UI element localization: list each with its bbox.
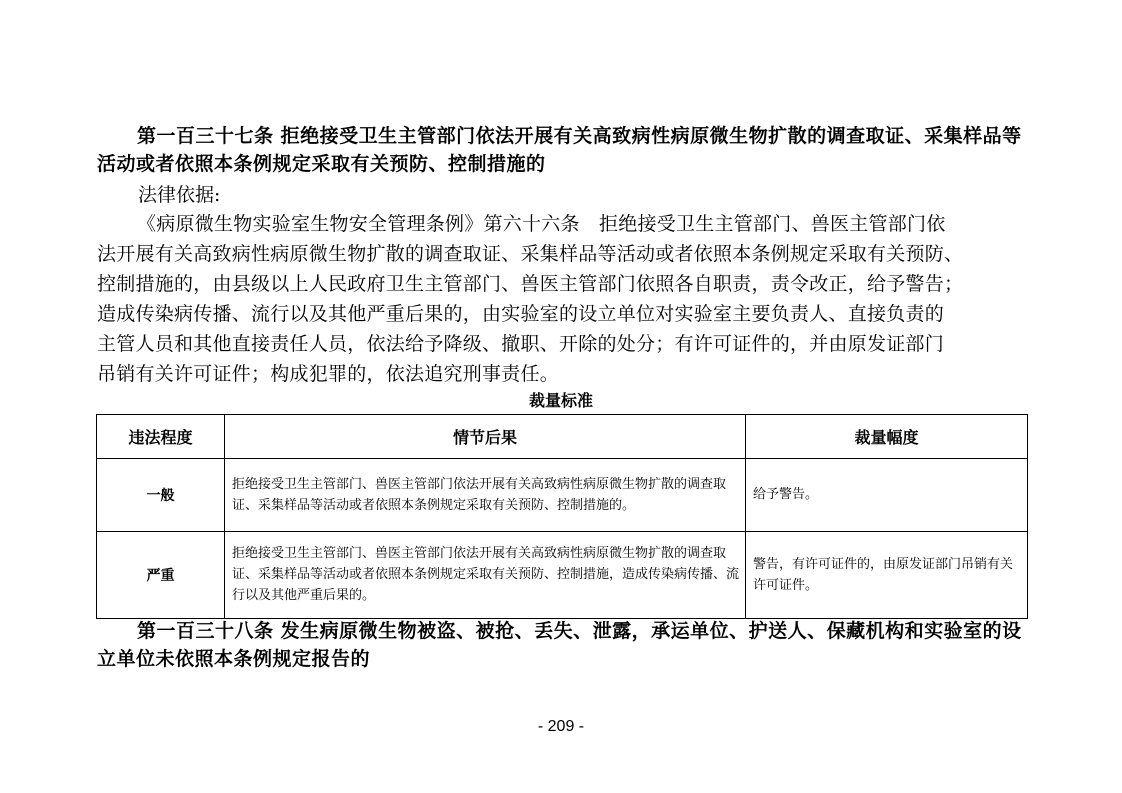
clause-line: 法开展有关高致病性病原微生物扩散的调查取证、采集样品等活动或者依照本条例规定采取有关预防、 [97, 243, 964, 265]
legal-basis-label: 法律依据: [138, 184, 221, 206]
violation-level: 一般 [97, 459, 225, 532]
article-138-heading: 第一百三十八条 发生病原微生物被盗、被抢、丢失、泄露，承运单位、护送人、保藏机构和实验室的设立单位未依照本条例规定报告的 [97, 620, 1022, 670]
discretion-standard-table [96, 414, 1028, 619]
header-circumstances: 情节后果 [225, 415, 746, 459]
table-row [97, 532, 1028, 619]
violation-level: 严重 [97, 532, 225, 619]
clause-line: 造成传染病传播、流行以及其他严重后果的，由实验室的设立单位对实验室主要负责人、直接负责的 [97, 303, 945, 325]
article-137-heading: 第一百三十七条 拒绝接受卫生主管部门依法开展有关高致病性病原微生物扩散的调查取证、采集样品等活动或者依照本条例规定采取有关预防、控制措施的 [97, 125, 1022, 175]
page-number: - 209 - [537, 718, 585, 735]
clause-line: 控制措施的，由县级以上人民政府卫生主管部门、兽医主管部门依照各自职责，责令改正，给予警告； [97, 273, 964, 295]
header-violation-degree: 违法程度 [97, 415, 225, 459]
circumstance-text: 拒绝接受卫生主管部门、兽医主管部门依法开展有关高致病性病原微生物扩散的调查取证、采集样品等活动或者依照本条例规定采取有关预防、控制措施，造成传染病传播、流行以及其他严重后果的。 [225, 532, 746, 619]
clause-line: 吊销有关许可证件；构成犯罪的，依法追究刑事责任。 [97, 363, 560, 385]
clause-line: 《病原微生物实验室生物安全管理条例》第六十六条 拒绝接受卫生主管部门、兽医主管部门依 [137, 213, 946, 235]
penalty-text: 给予警告。 [746, 459, 1028, 532]
penalty-text: 警告，有许可证件的，由原发证部门吊销有关许可证件。 [746, 532, 1028, 619]
header-penalty-range: 裁量幅度 [746, 415, 1028, 459]
table-title: 裁量标准 [528, 391, 593, 410]
clause-line: 主管人员和其他直接责任人员，依法给予降级、撤职、开除的处分；有许可证件的，并由原发证部门 [97, 333, 945, 355]
legal-basis-clause [97, 209, 1042, 389]
circumstance-text: 拒绝接受卫生主管部门、兽医主管部门依法开展有关高致病性病原微生物扩散的调查取证、采集样品等活动或者依照本条例规定采取有关预防、控制措施的。 [225, 459, 746, 532]
table-row [97, 459, 1028, 532]
table-header-row [97, 415, 1028, 459]
